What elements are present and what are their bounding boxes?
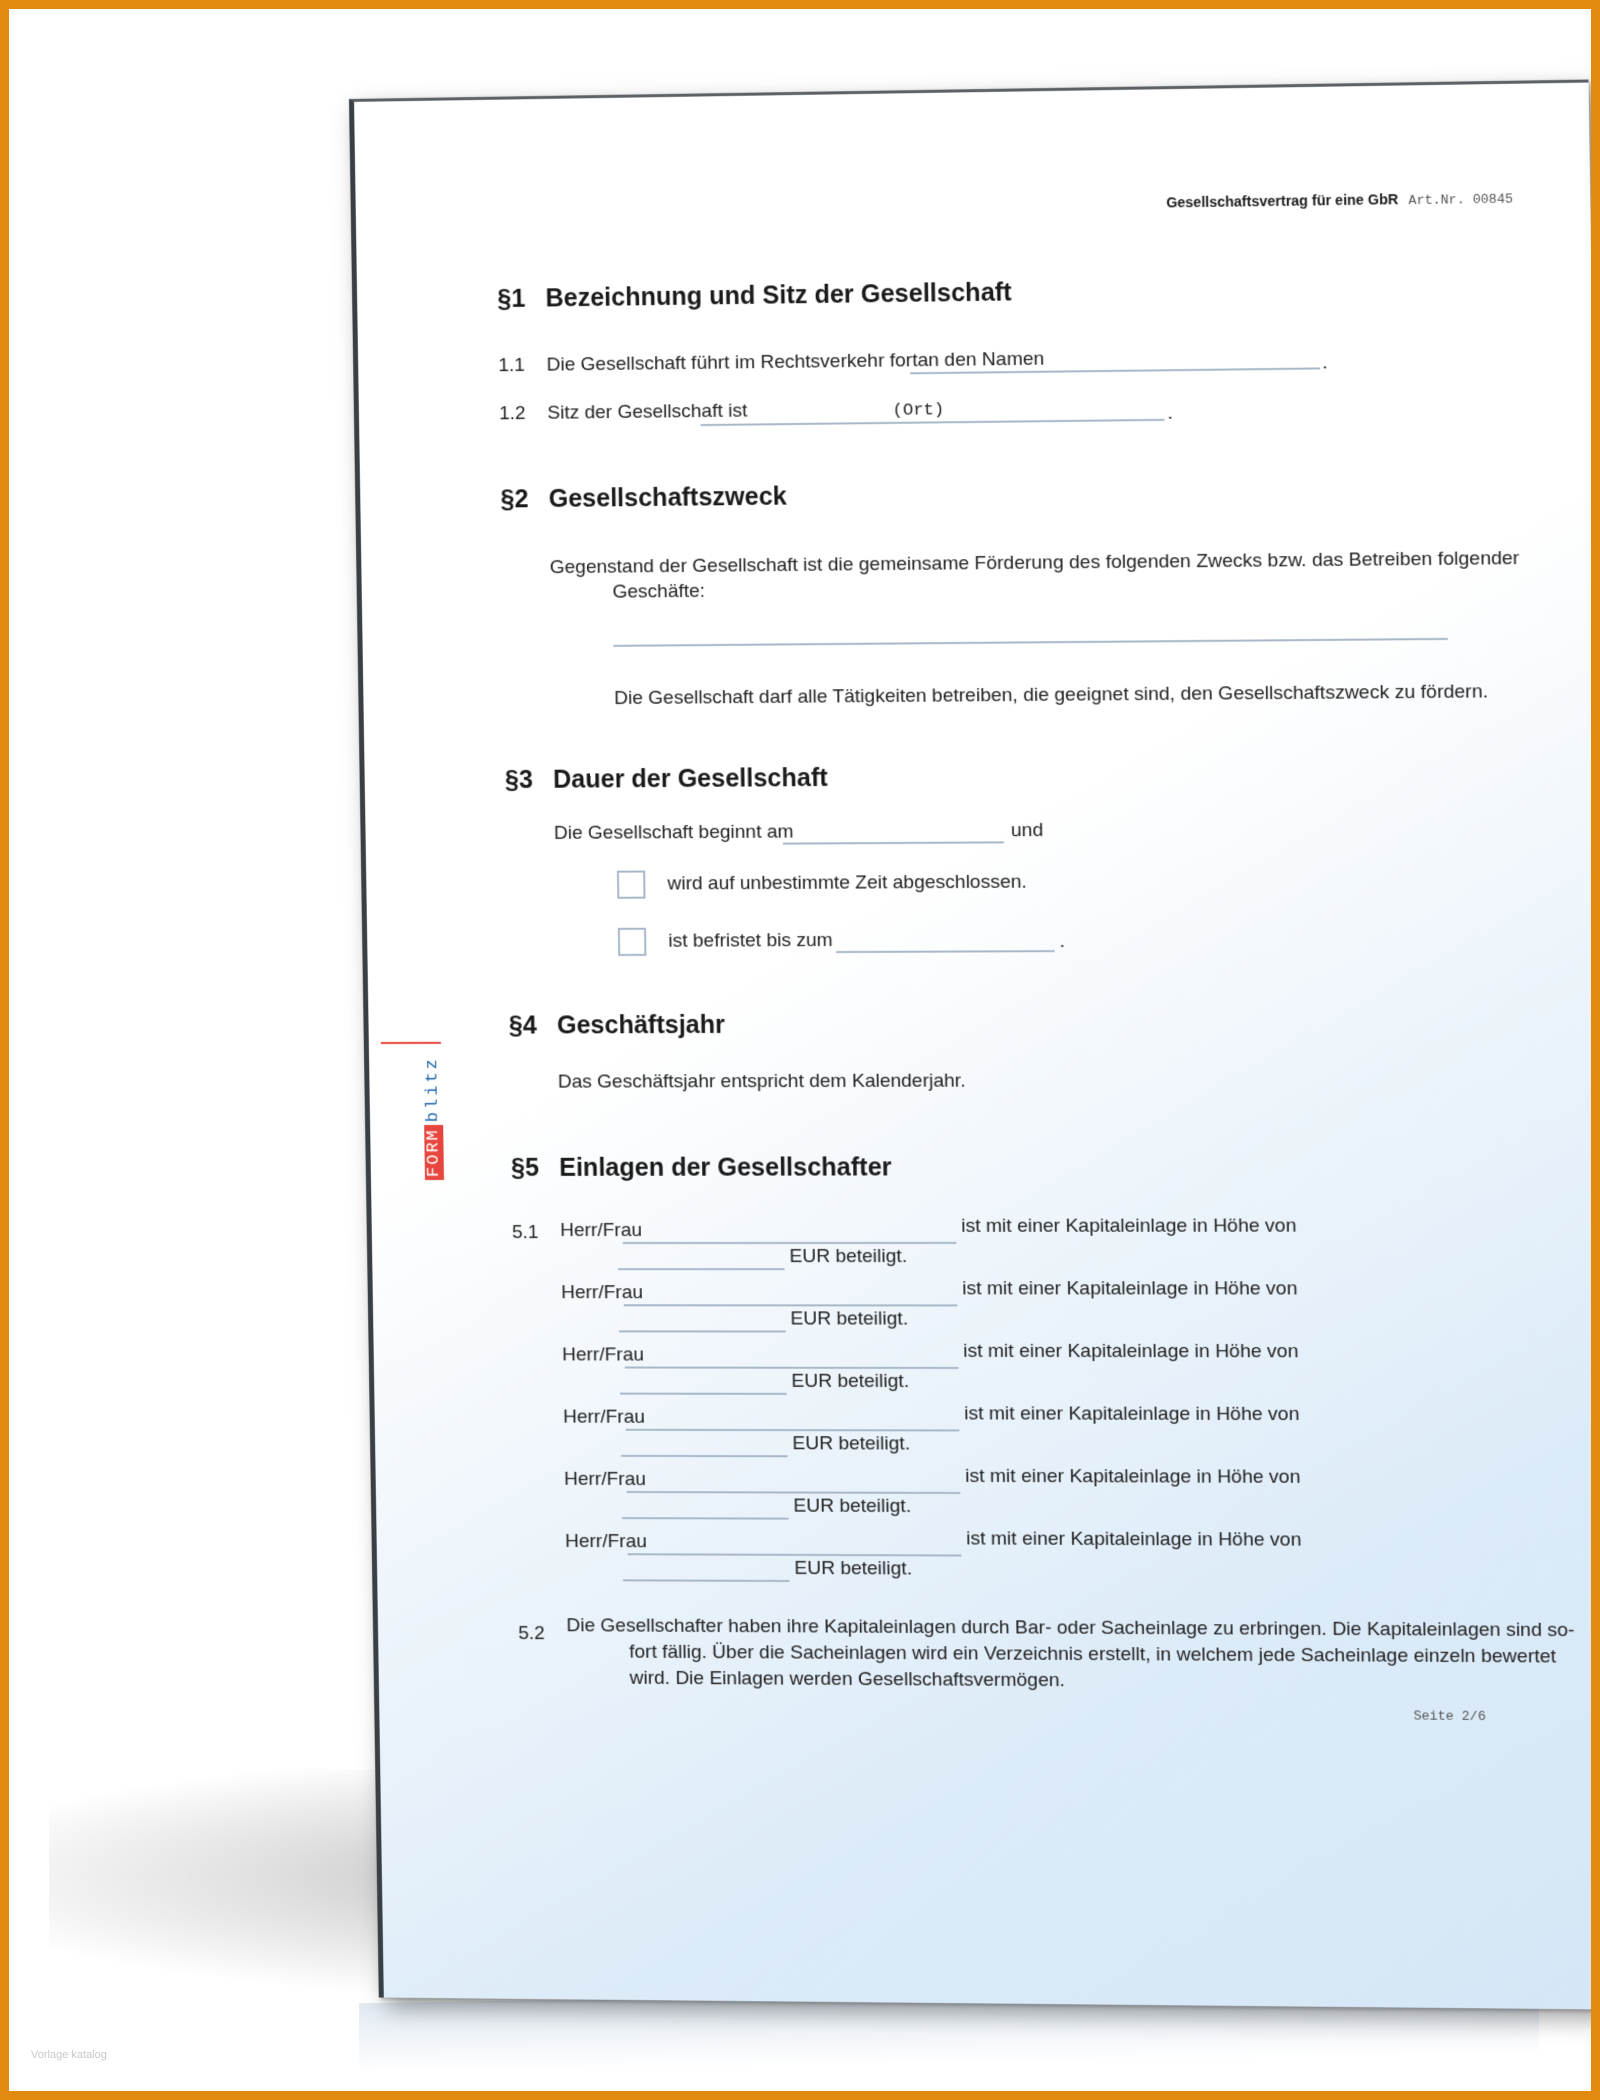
contributions-text-line-3: wird. Die Einlagen werden Gesellschaftsvermögen. (629, 1667, 1066, 1692)
formblitz-logo (421, 1042, 451, 1180)
partner-name-field[interactable] (623, 1242, 957, 1244)
seat-placeholder: (Ort) (892, 401, 945, 421)
article-number: Art.Nr. 00845 (1408, 191, 1514, 209)
limited-term-label: ist befristet bis zum (668, 929, 833, 952)
watermark: Vorlage katalog (31, 2049, 107, 2061)
partner-label: Herr/Frau (561, 1282, 644, 1304)
end-date-field[interactable] (836, 950, 1054, 953)
fiscal-year-text: Das Geschäftsjahr entspricht dem Kalenderjahr. (557, 1070, 966, 1093)
partner-capital-text: ist mit einer Kapitaleinlage in Höhe von (966, 1528, 1302, 1551)
begin-text: Die Gesellschaft beginnt am (553, 821, 794, 844)
item-1-2-text: Sitz der Gesellschaft ist (547, 400, 748, 424)
partner-name-field[interactable] (628, 1553, 962, 1556)
unlimited-term-label: wird auf unbestimmte Zeit abgeschlossen. (667, 871, 1027, 895)
partner-label: Herr/Frau (560, 1219, 643, 1242)
partner-capital-text: ist mit einer Kapitaleinlage in Höhe von (965, 1465, 1301, 1488)
partner-eur-text: EUR beteiligt. (790, 1308, 909, 1330)
section-3-title: Dauer der Gesellschaft (552, 763, 828, 794)
document-title: Gesellschaftsvertrag für eine GbR (1166, 191, 1399, 211)
logo-form-text: FORM (424, 1125, 444, 1180)
section-1-number: §1 (497, 284, 526, 314)
contributions-text-line-1: Die Gesellschafter haben ihre Kapitaleinlagen durch Bar- oder Sacheinlage zu erbringen. Die Kapitaleinlagen sind so- (566, 1615, 1575, 1642)
partner-amount-field[interactable] (618, 1268, 784, 1270)
purpose-text-line-2: Geschäfte: (612, 580, 706, 603)
partner-eur-text: EUR beteiligt. (791, 1370, 910, 1393)
item-1-1-text: Die Gesellschaft führt im Rechtsverkehr fortan den Namen (546, 348, 1045, 376)
partner-name-field[interactable] (626, 1429, 960, 1432)
item-1-2-number: 1.2 (498, 402, 526, 425)
page-header (1166, 189, 1513, 211)
logo-wordmark (421, 1053, 447, 1180)
partner-eur-text: EUR beteiligt. (792, 1433, 911, 1455)
partner-eur-text: EUR beteiligt. (789, 1245, 908, 1268)
document-page (349, 80, 1591, 2010)
contributions-text-line-2: fort fällig. Über die Sacheinlagen wird ein Verzeichnis erstellt, in welchem jede Sacheinlage einzeln bewertet (629, 1641, 1557, 1668)
page-number: Seite 2/6 (1413, 1708, 1486, 1725)
logo-accent-line (381, 1042, 441, 1044)
image-frame (9, 9, 1591, 2091)
limited-term-checkbox[interactable] (618, 928, 647, 956)
partner-amount-field[interactable] (620, 1393, 786, 1395)
partner-eur-text: EUR beteiligt. (794, 1557, 913, 1580)
section-3-number: §3 (504, 765, 534, 795)
partner-capital-text: ist mit einer Kapitaleinlage in Höhe von (961, 1215, 1297, 1237)
partner-name-field[interactable] (624, 1304, 958, 1306)
partner-label: Herr/Frau (562, 1406, 646, 1428)
partner-capital-text: ist mit einer Kapitaleinlage in Höhe von (962, 1278, 1298, 1300)
item-5-1-number: 5.1 (511, 1222, 539, 1244)
period: . (1167, 402, 1173, 424)
section-4-number: §4 (508, 1011, 537, 1040)
item-1-1-number: 1.1 (498, 354, 526, 377)
business-purpose-field[interactable] (613, 638, 1447, 647)
partner-eur-text: EUR beteiligt. (793, 1495, 912, 1518)
logo-blitz-text: blitz (423, 1056, 444, 1123)
section-4-title: Geschäftsjahr (556, 1010, 726, 1040)
section-1-title: Bezeichnung und Sitz der Gesellschaft (545, 278, 1012, 313)
section-5-title: Einlagen der Gesellschafter (559, 1153, 892, 1182)
period: . (1322, 352, 1328, 374)
partner-label: Herr/Frau (563, 1468, 647, 1491)
partner-capital-text: ist mit einer Kapitaleinlage in Höhe von (963, 1340, 1299, 1363)
unlimited-term-checkbox[interactable] (617, 871, 646, 899)
section-5-number: §5 (510, 1153, 540, 1182)
item-5-2-number: 5.2 (518, 1622, 546, 1645)
purpose-permission-text: Die Gesellschaft darf alle Tätigkeiten betreiben, die geeignet sind, den Gesellschaftszweck zu fördern. (614, 681, 1489, 710)
partner-name-field[interactable] (627, 1491, 961, 1494)
partner-name-field[interactable] (625, 1367, 959, 1369)
purpose-text-line-1: Gegenstand der Gesellschaft ist die gemeinsame Förderung des folgenden Zwecks bzw. das Betreiben folgender (549, 547, 1520, 579)
document-wrapper (349, 80, 1591, 2007)
partner-amount-field[interactable] (621, 1455, 787, 1457)
partner-amount-field[interactable] (623, 1579, 789, 1582)
partner-amount-field[interactable] (622, 1517, 788, 1520)
section-2-number: §2 (500, 485, 529, 514)
partner-capital-text: ist mit einer Kapitaleinlage in Höhe von (964, 1403, 1300, 1426)
period: . (1059, 930, 1066, 953)
and-text: und (1010, 819, 1044, 842)
partner-label: Herr/Frau (562, 1344, 645, 1366)
partner-label: Herr/Frau (564, 1530, 648, 1553)
begin-date-field[interactable] (783, 841, 1004, 844)
partner-amount-field[interactable] (619, 1330, 785, 1332)
section-2-title: Gesellschaftszweck (548, 482, 788, 514)
